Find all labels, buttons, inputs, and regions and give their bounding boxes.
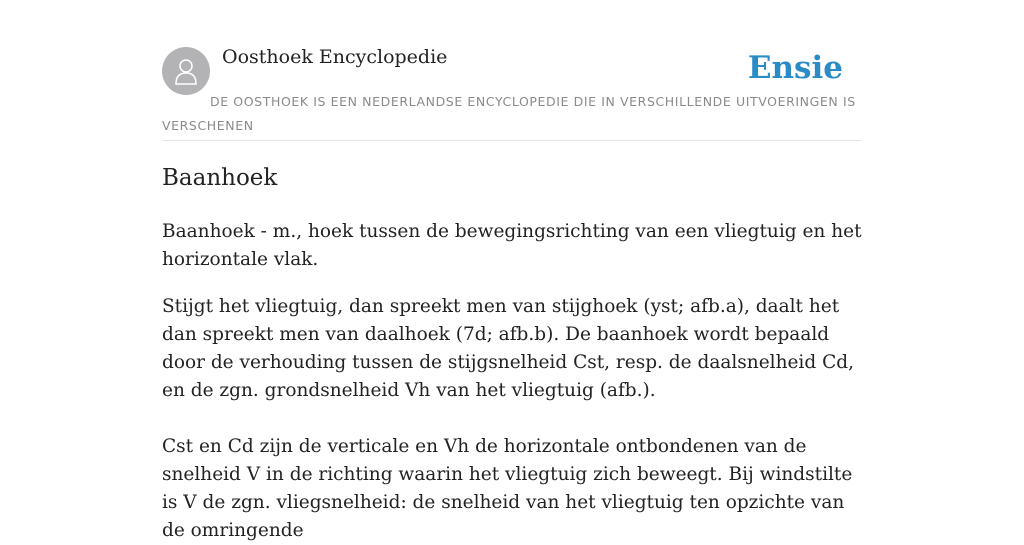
article-title: Baanhoek [162,165,278,191]
avatar[interactable] [162,47,210,95]
brand-logo[interactable]: Ensie [747,50,843,86]
header [162,0,862,141]
article-paragraph: Stijgt het vliegtuig, dan spreekt men van stijghoek (yst; afb.a), daalt het dan spreekt men van daalhoek (7d; afb.b). De baanhoek wordt bepaald door de verhouding tussen de stijgsnelheid Cst, resp. de daalsnelheid Cd, en de zgn. grondsnelheid Vh van het vliegtuig (afb.). [162,296,854,401]
article-paragraph: Baanhoek - m., hoek tussen de bewegingsrichting van een vliegtuig en het horizontale vlak. [162,221,862,270]
article-paragraph: Cst en Cd zijn de verticale en Vh de horizontale ontbondenen van de snelheid V in de richting waarin het vliegtuig zich beweegt. Bij windstilte is V de zgn. vliegsnelheid: de snelheid van het vliegtuig ten opzichte van de omringende [162,436,853,541]
user-icon [174,57,198,85]
tagline: DE OOSTHOEK IS EEN NEDERLANDSE ENCYCLOPEDIE DIE IN VERSCHILLENDE UITVOERINGEN IS VERSCHENEN [162,94,856,133]
publication-name[interactable]: Oosthoek Encyclopedie [222,46,448,68]
article [162,160,862,545]
